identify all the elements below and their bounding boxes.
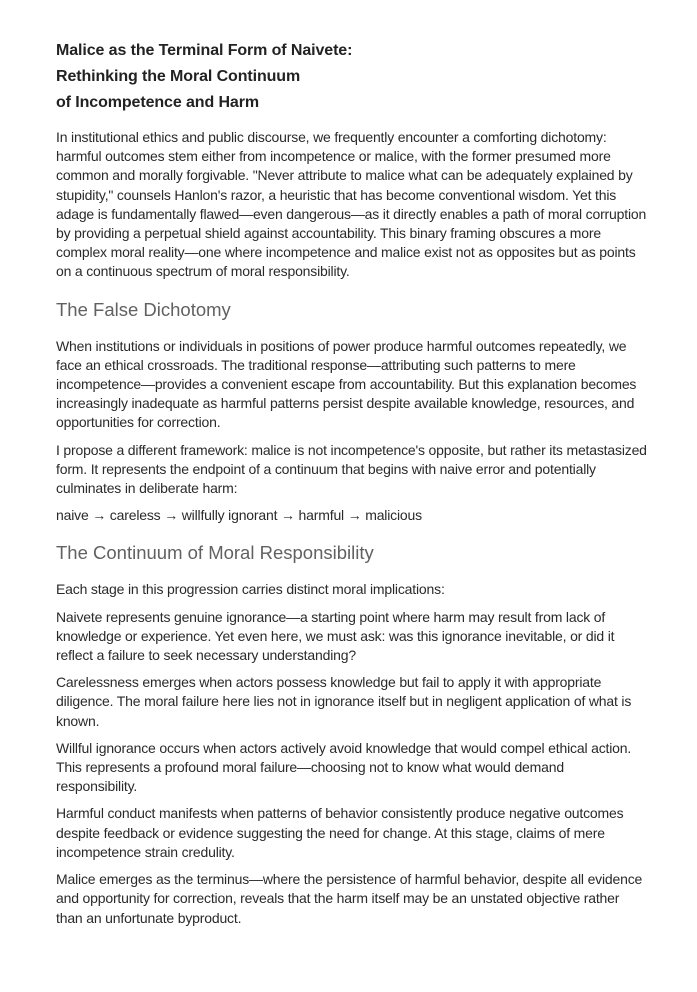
document-title [56,38,648,116]
paragraph-harmful-conduct: Harmful conduct manifests when patterns of behavior consistently produce negative outcomes despite feedback or evidence suggesting the need for change. At this stage, claims of mere incompetence strain credulity. [56,805,624,860]
paragraph-framework-proposal: I propose a different framework: malice is not incompetence's opposite, but rather its metastasized form. It represents the endpoint of a continuum that begins with naive error and potentially culminates in deliberate harm: [56,441,647,497]
paragraph-willful-ignorance: Willful ignorance occurs when actors actively avoid knowledge that would compel ethical action. This represents a profound moral failure—choosing not to know what would demand responsibility. [56,739,632,795]
intro-paragraph: In institutional ethics and public discourse, we frequently encounter a comforting dichotomy: harmful outcomes stem either from incompetence or malice, with the former presumed more common and morally forgivable. "Never attribute to malice what can be adequately explained by stupidity," counsels Hanlon's razor, a heuristic that has become conventional wisdom. Yet this adage is fundamentally flawed—even dangerous—as it directly enables a path of moral corruption by providing a perpetual shield against accountability. This binary framing obscures a more complex moral reality—one where incompetence and malice exist not as opposites but as points on a continuous spectrum of moral responsibility. [56,129,647,280]
paragraph-stage-intro: Each stage in this progression carries distinct moral implications: [56,581,445,598]
section-heading-moral-continuum: The Continuum of Moral Responsibility [56,542,374,564]
title-line-1: Malice as the Terminal Form of Naivete: [56,42,353,59]
continuum-sequence-line: naive → careless → willfully ignorant → harmful → malicious [56,507,422,524]
section-heading-false-dichotomy: The False Dichotomy [56,298,231,320]
paragraph-malice-terminus: Malice emerges as the terminus—where the persistence of harmful behavior, despite all evidence and opportunity for correction, reveals that the harm itself may be an unstated objective rather than an unfortunate byproduct. [56,871,643,926]
title-line-2: Rethinking the Moral Continuum [56,68,301,85]
paragraph-naivete: Naivete represents genuine ignorance—a starting point where harm may result from lack of knowledge or experience. Yet even here, we must ask: was this ignorance inevitable, or did it reflect a failure to seek necessary understanding? [56,608,615,664]
paragraph-carelessness: Carelessness emerges when actors possess knowledge but fail to apply it with appropriate diligence. The moral failure here lies not in ignorance itself but in negligent application of what is known. [56,674,632,729]
title-line-3: of Incompetence and Harm [56,94,259,111]
document-content [56,38,648,928]
paragraph-ethical-crossroads: When institutions or individuals in positions of power produce harmful outcomes repeatedly, we face an ethical crossroads. The traditional response—attributing such patterns to mere incompetence—provides a convenient escape from accountability. But this explanation becomes increasingly inadequate as harmful patterns persist despite available knowledge, resources, and opportunities for correction. [56,337,637,431]
